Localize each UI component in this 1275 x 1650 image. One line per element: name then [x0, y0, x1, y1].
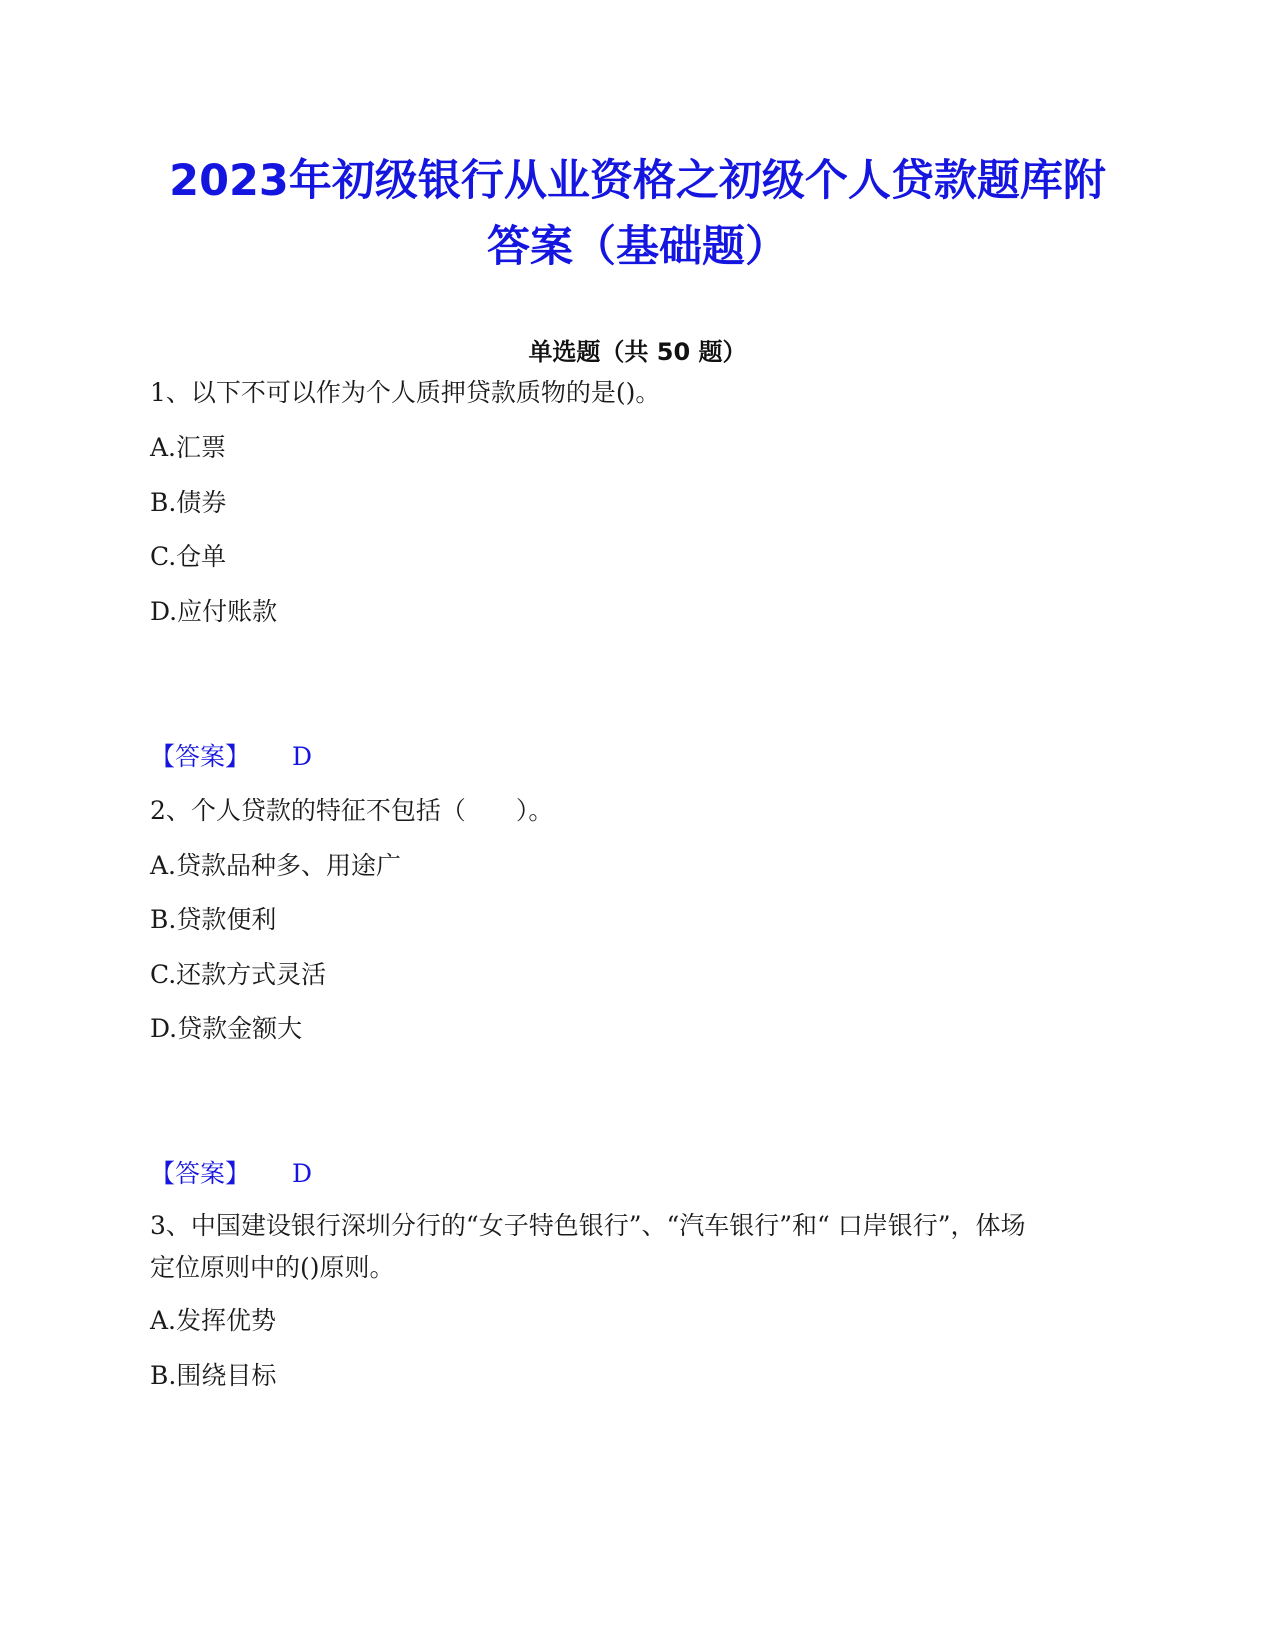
- answer-value: D: [292, 1159, 313, 1188]
- question-3-option-b: B.围绕目标: [150, 1361, 277, 1390]
- question-1-option-a: A.汇票: [150, 433, 227, 462]
- question-1-option-d: D.应付账款: [150, 597, 278, 626]
- question-2-option-b: B.贷款便利: [150, 905, 277, 934]
- question-2-stem: 2、个人贷款的特征不包括（ ）。: [150, 796, 554, 825]
- answer-value: D: [292, 742, 313, 771]
- question-1-answer: [150, 740, 312, 774]
- question-1-option-b: B.债券: [150, 488, 227, 517]
- answer-label: 【答案】: [150, 1159, 251, 1188]
- answer-label: 【答案】: [150, 742, 251, 771]
- question-1-option-c: C.仓单: [150, 542, 227, 571]
- section-heading: 单选题（共 50 题）: [528, 338, 747, 366]
- question-2-option-d: D.贷款金额大: [150, 1014, 303, 1043]
- question-1-stem: 1、以下不可以作为个人质押贷款质物的是()。: [150, 378, 661, 407]
- question-2-option-c: C.还款方式灵活: [150, 960, 327, 989]
- question-2-option-a: A.贷款品种多、用途广: [150, 851, 402, 880]
- question-3-stem: 3、中国建设银行深圳分行的“女子特色银行”、“汽车银行”和“ 口岸银行”，体场定位原则中的()原则。: [150, 1211, 1026, 1282]
- question-2-answer: [150, 1157, 312, 1191]
- document-title: 2023年初级银行从业资格之初级个人贷款题库附答案（基础题）: [169, 156, 1106, 272]
- question-3-option-a: A.发挥优势: [150, 1306, 277, 1335]
